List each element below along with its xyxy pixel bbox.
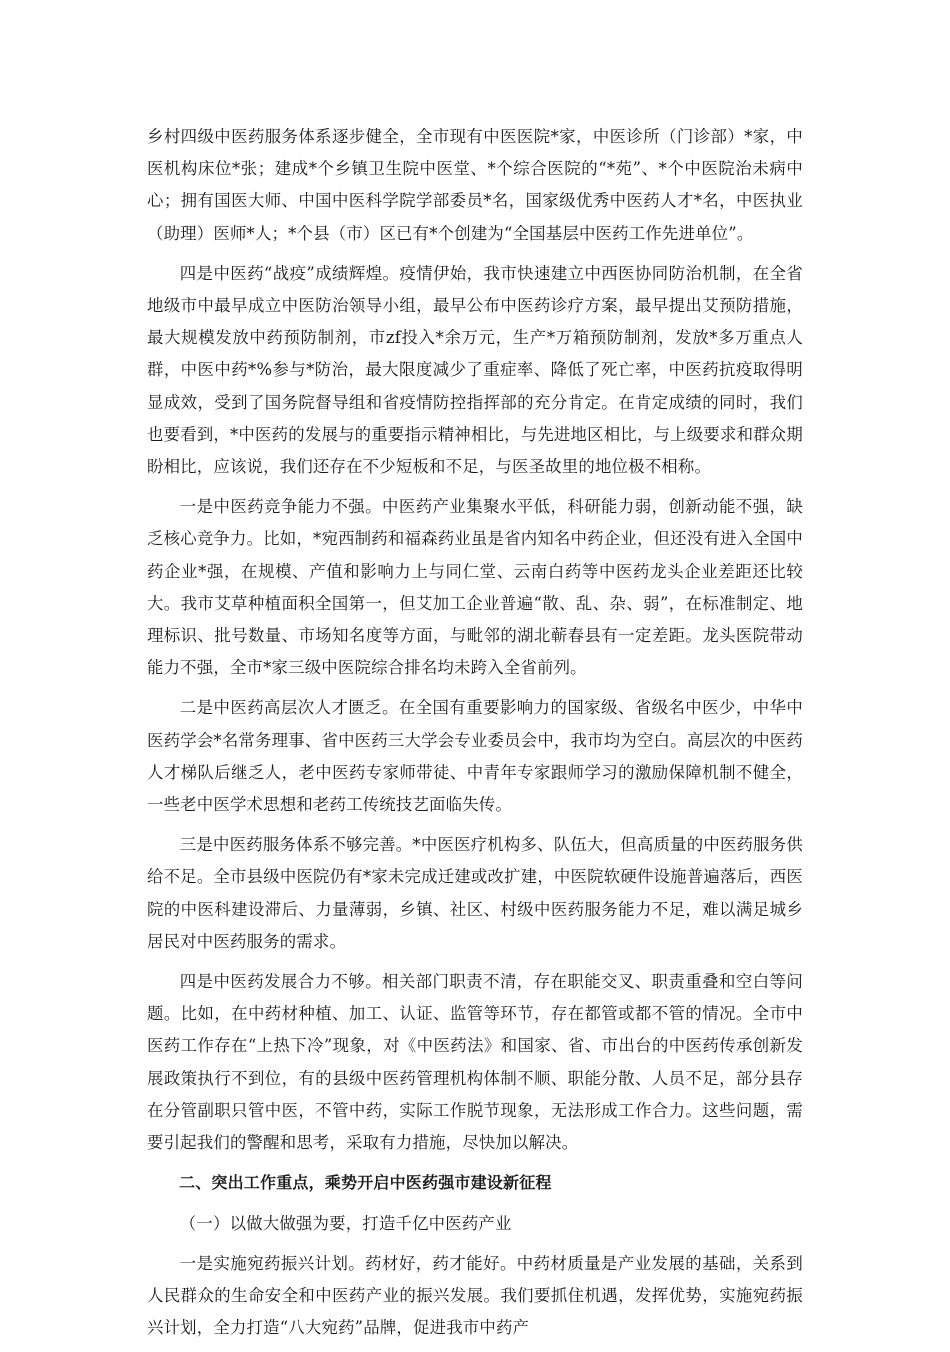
paragraph-epidemic: 四是中医药“战疫”成绩辉煌。疫情伊始，我市快速建立中西医协同防治机制，在全省地级市中最早成立中医防治领导小组，最早公布中医药诊疗方案，最早提出艾预防措施，最大规模发放中药预防制剂，市zf投入*余万元，生产*万箱预防制剂，发放*多万重点人群，中医中药*%参与*防治，最大限度减少了重症率、降低了死亡率，中医药抗疫取得明显成效，受到了国务院督导组和省疫情防控指挥部的充分肯定。在肯定成绩的同时，我们也要看到，*中医药的发展与的重要指示精神相比，与先进地区相比，与上级要求和群众期盼相比，应该说，我们还存在不少短板和不足，与医圣故里的地位极不相称。 xyxy=(147,263,803,477)
paragraph-service-system: 三是中医药服务体系不够完善。*中医医疗机构多、队伍大，但高质量的中医药服务供给不足。全市县级中医院仍有*家未完成迁建或改扩建，中医院软硬件设施普遍落后，西医院的中医科建设滞后、力量薄弱，乡镇、社区、村级中医药服务能力不足，难以满足城乡居民对中医药服务的需求。 xyxy=(147,835,803,951)
paragraph-talent: 二是中医药高层次人才匮乏。在全国有重要影响力的国家级、省级名中医少，中华中医药学会*名常务理事、省中医药三大学会专业委员会中，我市均为空白。高层次的中医药人才梯队后继乏人，老中医药专家师带徒、中青年专家跟师学习的激励保障机制不健全，一些老中医学术思想和老药工传统技艺面临失传。 xyxy=(147,698,803,815)
subsection-heading: （一）以做大做强为要，打造千亿中医药产业 xyxy=(179,1213,512,1233)
paragraph-competitiveness: 一是中医药竞争能力不强。中医药产业集聚水平低，科研能力弱，创新动能不强，缺乏核心竞争力。比如，*宛西制药和福森药业虽是省内知名中药企业，但还没有进入全国中药企业*强，在规模、产值和影响力上与同仁堂、云南白药等中医药龙头企业差距还比较大。我市艾草种植面积全国第一，但艾加工企业普遍“散、乱、杂、弱”，在标准制定、地理标识、批号数量、市场知名度等方面，与毗邻的湖北蕲春县有一定差距。龙头医院带动能力不强，全市*家三级中医院综合排名均未跨入全省前列。 xyxy=(147,497,803,678)
section-heading: 二、突出工作重点，乘势开启中医药强市建设新征程 xyxy=(179,1173,552,1193)
paragraph-continued: 乡村四级中医药服务体系逐步健全，全市现有中医医院*家，中医诊所（门诊部）*家，中医机构床位*张；建成*个乡镇卫生院中医堂、*个综合医院的“*苑”、*个中医院治未病中心；拥有国医大师、中国中医科学院学部委员*名，国家级优秀中医药人才*名，中医执业（助理）医师*人；*个县（市）区已有*个创建为“全国基层中医药工作先进单位”。 xyxy=(147,127,803,243)
document-page xyxy=(147,121,803,1352)
paragraph-revitalization: 一是实施宛药振兴计划。药材好，药才能好。中药材质量是产业发展的基础，关系到人民群众的生命安全和中医药产业的振兴发展。我们要抓住机遇，发挥优势，实施宛药振兴计划，全力打造“八大宛药”品牌，促进我市中药产 xyxy=(147,1253,803,1338)
paragraph-synergy: 四是中医药发展合力不够。相关部门职责不清，存在职能交叉、职责重叠和空白等问题。比如，在中药材种植、加工、认证、监管等环节，存在都管或都不管的情况。全市中医药工作存在“上热下冷”现象，对《中医药法》和国家、省、市出台的中医药传承创新发展政策执行不到位，有的县级中医药管理机构体制不顺、职能分散、人员不足，部分县存在分管副职只管中医，不管中药，实际工作脱节现象，无法形成工作合力。这些问题，需要引起我们的警醒和思考，采取有力措施，尽快加以解决。 xyxy=(147,972,803,1153)
